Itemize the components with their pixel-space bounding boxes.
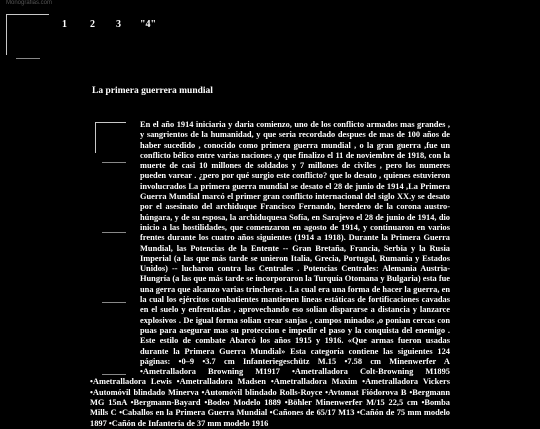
image-float — [90, 190, 140, 252]
pagination — [62, 19, 156, 30]
site-caption: Monografias.com — [6, 0, 53, 6]
page-link-3[interactable]: 3 — [116, 19, 121, 30]
article-body-container — [90, 120, 450, 429]
image-float — [90, 330, 140, 370]
article-title: La primera guerrera mundial — [92, 86, 213, 96]
divider — [16, 58, 40, 59]
page-link-2[interactable]: 2 — [90, 19, 95, 30]
article-body: En el año 1914 iniciaria y daria comienzo, uno de los conflicto armados mas grandes , y sangrientos de la humanidad, y que seria recordado despues de mas de 100 años de haber sucedido , conocido como primera guerra mundial , o la gran guerra ,fue un conflicto bélico entre varias naciones ,y que finalizo el 11 de noviembre de 1918, con la muerte de casi 10 millones de soldados y 7 millones de civiles , pero los numeres pueden varear . ¿pero por qué surgio este conflicto? que lo desato , quienes estuvieron involucrados La primera guerra mundial se desato el 28 de junio de 1914 ,La Primera Guerra Mundial marcó el primer gran conflicto internacional del siglo XX.y se desato por el asesinato del archiduque Francisco Fernando, heredero de la corona austro-húngara, y de su esposa, la archiduquesa Sofía, en Sarajevo el 28 de junio de 1914, dio inicio a las hostilidades, que comenzaron en agosto de 1914, y continuaron en varios frentes durante los cuatro años siguientes (1914 a 1918). Durante la Primera Guerra Mundial, las Potencias de la Entente -- Gran Bretaña, Francia, Serbia y la Rusia Imperial (a las que más tarde se unieron Italia, Grecia, Portugal, Rumania y Estados Unidos) -- lucharon contra las Centrales . Potencias Centrales: Alemania Austria-Hungría (a las que más tarde se incorporaron la Turquía Otomana y Bulgaria) esta fue una gerra que alcanzo varias trincheras . La cual era una forma de hacer la guerra, en la cual los ejércitos combatientes mantienen líneas estáticas de fortificaciones cavadas en el suelo y enfrentadas , aprovechando eso solian dispararse a distancia y lanzarce explosivos . De igual forma solian crear sanjas , campos minados ,o ponian cercas con puas para asegurar mas su proteccion e impedir el paso y la conquista del enemigo . Este estilo de combate Abarcó los años 1915 y 1916. «Que armas fueron usadas durante la Primera Guerra Mundial» Esta categoría contiene las siguientes 124 páginas: •0–9 •3.7 cm Infanteriegeschütz M.15 •7.58 cm Minenwerfer A •Ametralladora Browning M1917 •Ametralladora Colt-Browning M1895 •Ametralladora Lewis •Ametralladora Madsen •Ametralladora Maxim •Ametralladora Vickers •Automóvil blindado Minerva •Automóvil blindado Rolls-Royce •Avtomat Fiódorova B •Bergmann MG 15nA •Bergmann-Bayard •Bodeo Modelo 1889 •Böhler Minenwerfer M/15 22,5 cm •Bomba Mills C •Caballos en la Primera Guerra Mundial •Cañones de 65/17 M13 •Cañón de 75 mm modelo 1897 •Cañón de Infantería de 37 mm modelo 1916 — [90, 120, 450, 428]
page-link-4[interactable]: "4" — [140, 19, 157, 30]
image-float — [90, 260, 140, 322]
broken-image-placeholder — [6, 14, 49, 55]
top-strip — [0, 0, 540, 10]
image-float — [90, 120, 140, 182]
page-link-1[interactable]: 1 — [62, 19, 67, 30]
